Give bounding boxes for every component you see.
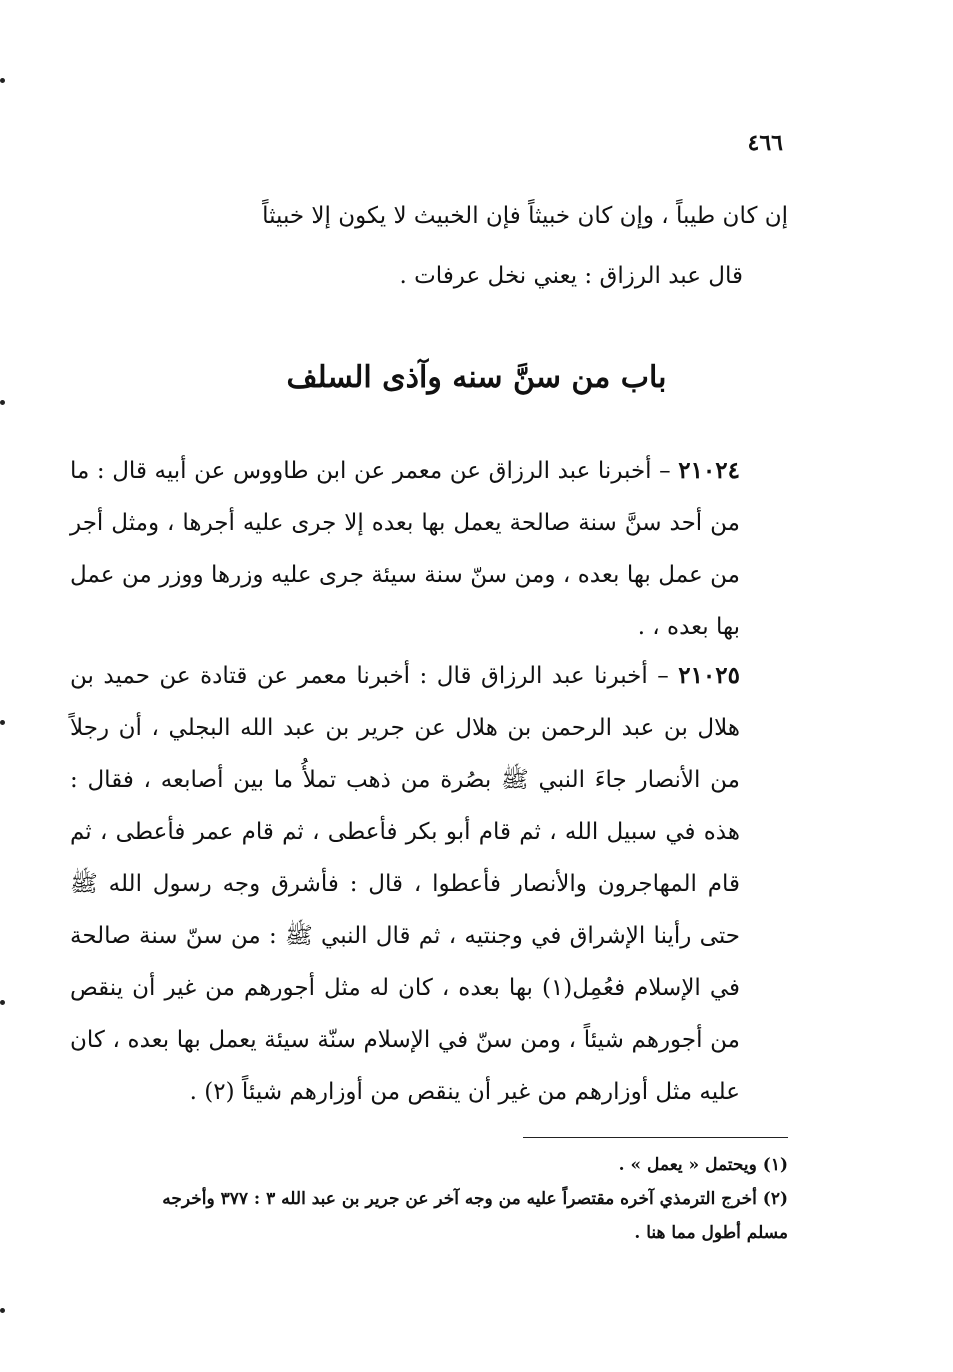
- hadith-text-2: – أخبرنا عبد الرزاق قال : أخبرنا معمر عن قتادة عن حميد بن هلال بن عبد الرحمن بن هلال عن جرير بن عبد الله البجلي ، أن رجلاً من الأنصار جاءَ النبي ﷺ بصُرة من ذهب تملأُ ما بين أصابعه ، فقال : هذه في سبيل الله ، ثم قام أبو بكر فأعطى ، ثم قام عمر فأعطى ، ثم قام المهاجرون والأنصار فأعطوا ، قال : فأشرق وجه رسول الله ﷺ حتى رأينا الإشراق في وجنتيه ، ثم قال النبي ﷺ : من سنّ سنة صالحة في الإسلام فعُمِل(١) بها بعده ، كان له مثل أجورهم من غير أن ينقص من أجورهم شيئاً ، ومن سنّ في الإسلام سنّة سيئة يعمل بها بعده ، كان عليه مثل أوزارهم من غير أن ينقص من أوزارهم شيئاً (٢) .: [70, 663, 740, 1105]
- scan-speck: [0, 78, 5, 83]
- hadith-paragraph-2: [70, 650, 788, 1118]
- hadith-text-1: – أخبرنا عبد الرزاق عن معمر عن ابن طاووس عن أبيه قال : ما من أحد سنَّ سنة صالحة يعمل بها بعده إلا جرى عليه أجرها ، ومثل أجر من عمل بها بعده ، ومن سنّ سنة سيئة جرى عليه وزرها ووزر من عمل بها بعده ، .: [70, 458, 740, 640]
- continued-text-line: إن كان طيباً ، وإن كان خبيثاً فإن الخبيث لا يكون إلا خبيثاً: [262, 203, 788, 229]
- chapter-title: باب من سنَّ سنه وآذى السلف: [286, 360, 667, 395]
- footnote-separator: [523, 1137, 788, 1138]
- footnote-2: (٢) أخرج الترمذي آخره مقتصراً عليه من وجه آخر عن جرير بن عبد الله ٣ : ٣٧٧ وأخرجه مسلم أطول مما هنا .: [162, 1189, 788, 1243]
- footnotes: [118, 1148, 788, 1250]
- continued-text-note: قال عبد الرزاق : يعني نخل عرفات .: [399, 263, 743, 289]
- hadith-number-1: ٢١٠٢٤: [678, 457, 740, 484]
- scan-speck: [0, 1000, 5, 1005]
- page-number: ٤٦٦: [747, 130, 783, 156]
- footnote-1: (١) ويحتمل « يعمل » .: [618, 1155, 788, 1175]
- scan-speck: [0, 400, 5, 405]
- hadith-number-2: ٢١٠٢٥: [678, 662, 740, 689]
- scan-speck: [0, 1308, 5, 1313]
- hadith-paragraph-1: [70, 445, 788, 653]
- scan-speck: [0, 720, 5, 725]
